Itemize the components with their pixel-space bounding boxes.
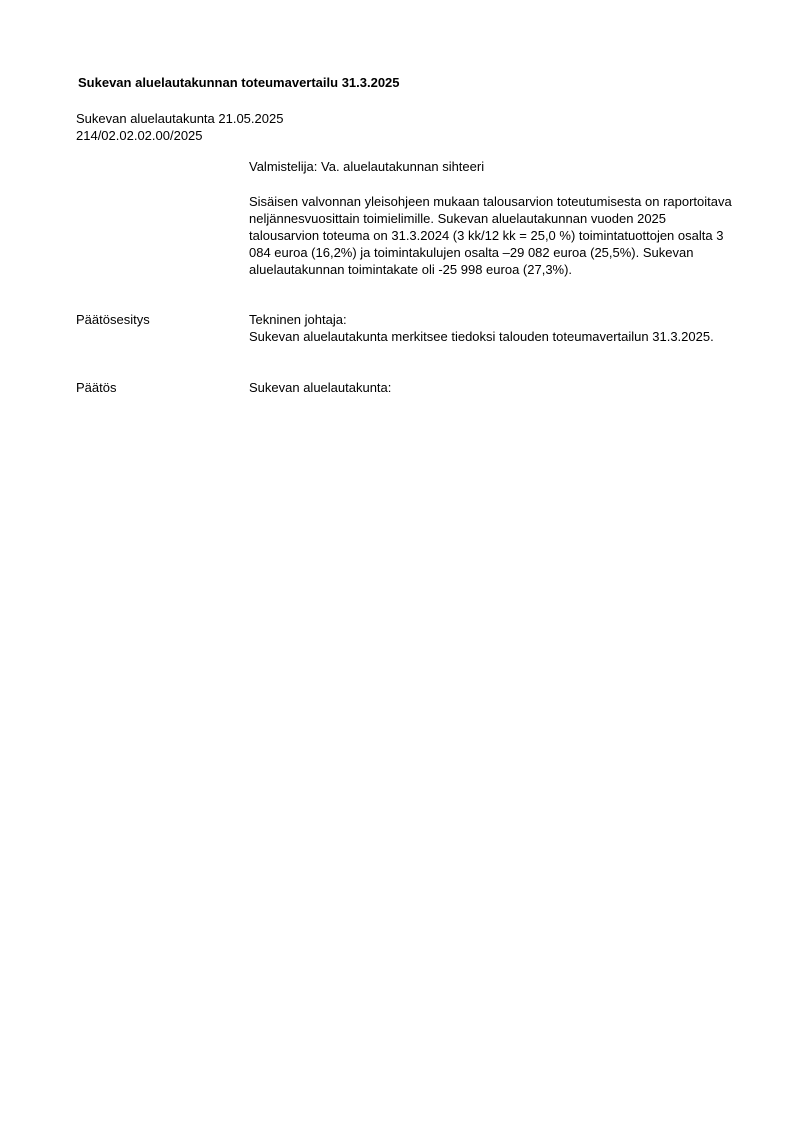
meeting-meta xyxy=(76,110,283,144)
proposal-text: Sukevan aluelautakunta merkitsee tiedoksi talouden toteumavertailun 31.3.2025. xyxy=(249,329,714,344)
preparer-line: Valmistelija: Va. aluelautakunnan sihteeri xyxy=(249,159,485,174)
document-title: Sukevan aluelautakunnan toteumavertailu 31.3.2025 xyxy=(78,75,400,90)
proposal-presenter: Tekninen johtaja: xyxy=(249,312,347,327)
decision-text: Sukevan aluelautakunta: xyxy=(249,380,392,395)
decision-label: Päätös xyxy=(76,380,117,395)
meeting-line: Sukevan aluelautakunta 21.05.2025 xyxy=(76,111,284,126)
proposal-label: Päätösesitys xyxy=(76,312,150,327)
proposal-section xyxy=(249,311,733,345)
reference-number: 214/02.02.02.00/2025 xyxy=(76,128,203,143)
body-paragraph: Sisäisen valvonnan yleisohjeen mukaan talousarvion toteutumisesta on raportoitava neljännesvuosittain toimielimille. Sukevan aluelautakunnan vuoden 2025 talousarvion toteuma on 31.3.2024 (3 kk/12 kk = 25,0 %) toimintatuottojen osalta 3 084 euroa (16,2%) ja toimintakulujen osalta –29 082 euroa (25,5%). Sukevan aluelautakunnan toimintakate oli -25 998 euroa (27,3%). xyxy=(249,194,732,277)
